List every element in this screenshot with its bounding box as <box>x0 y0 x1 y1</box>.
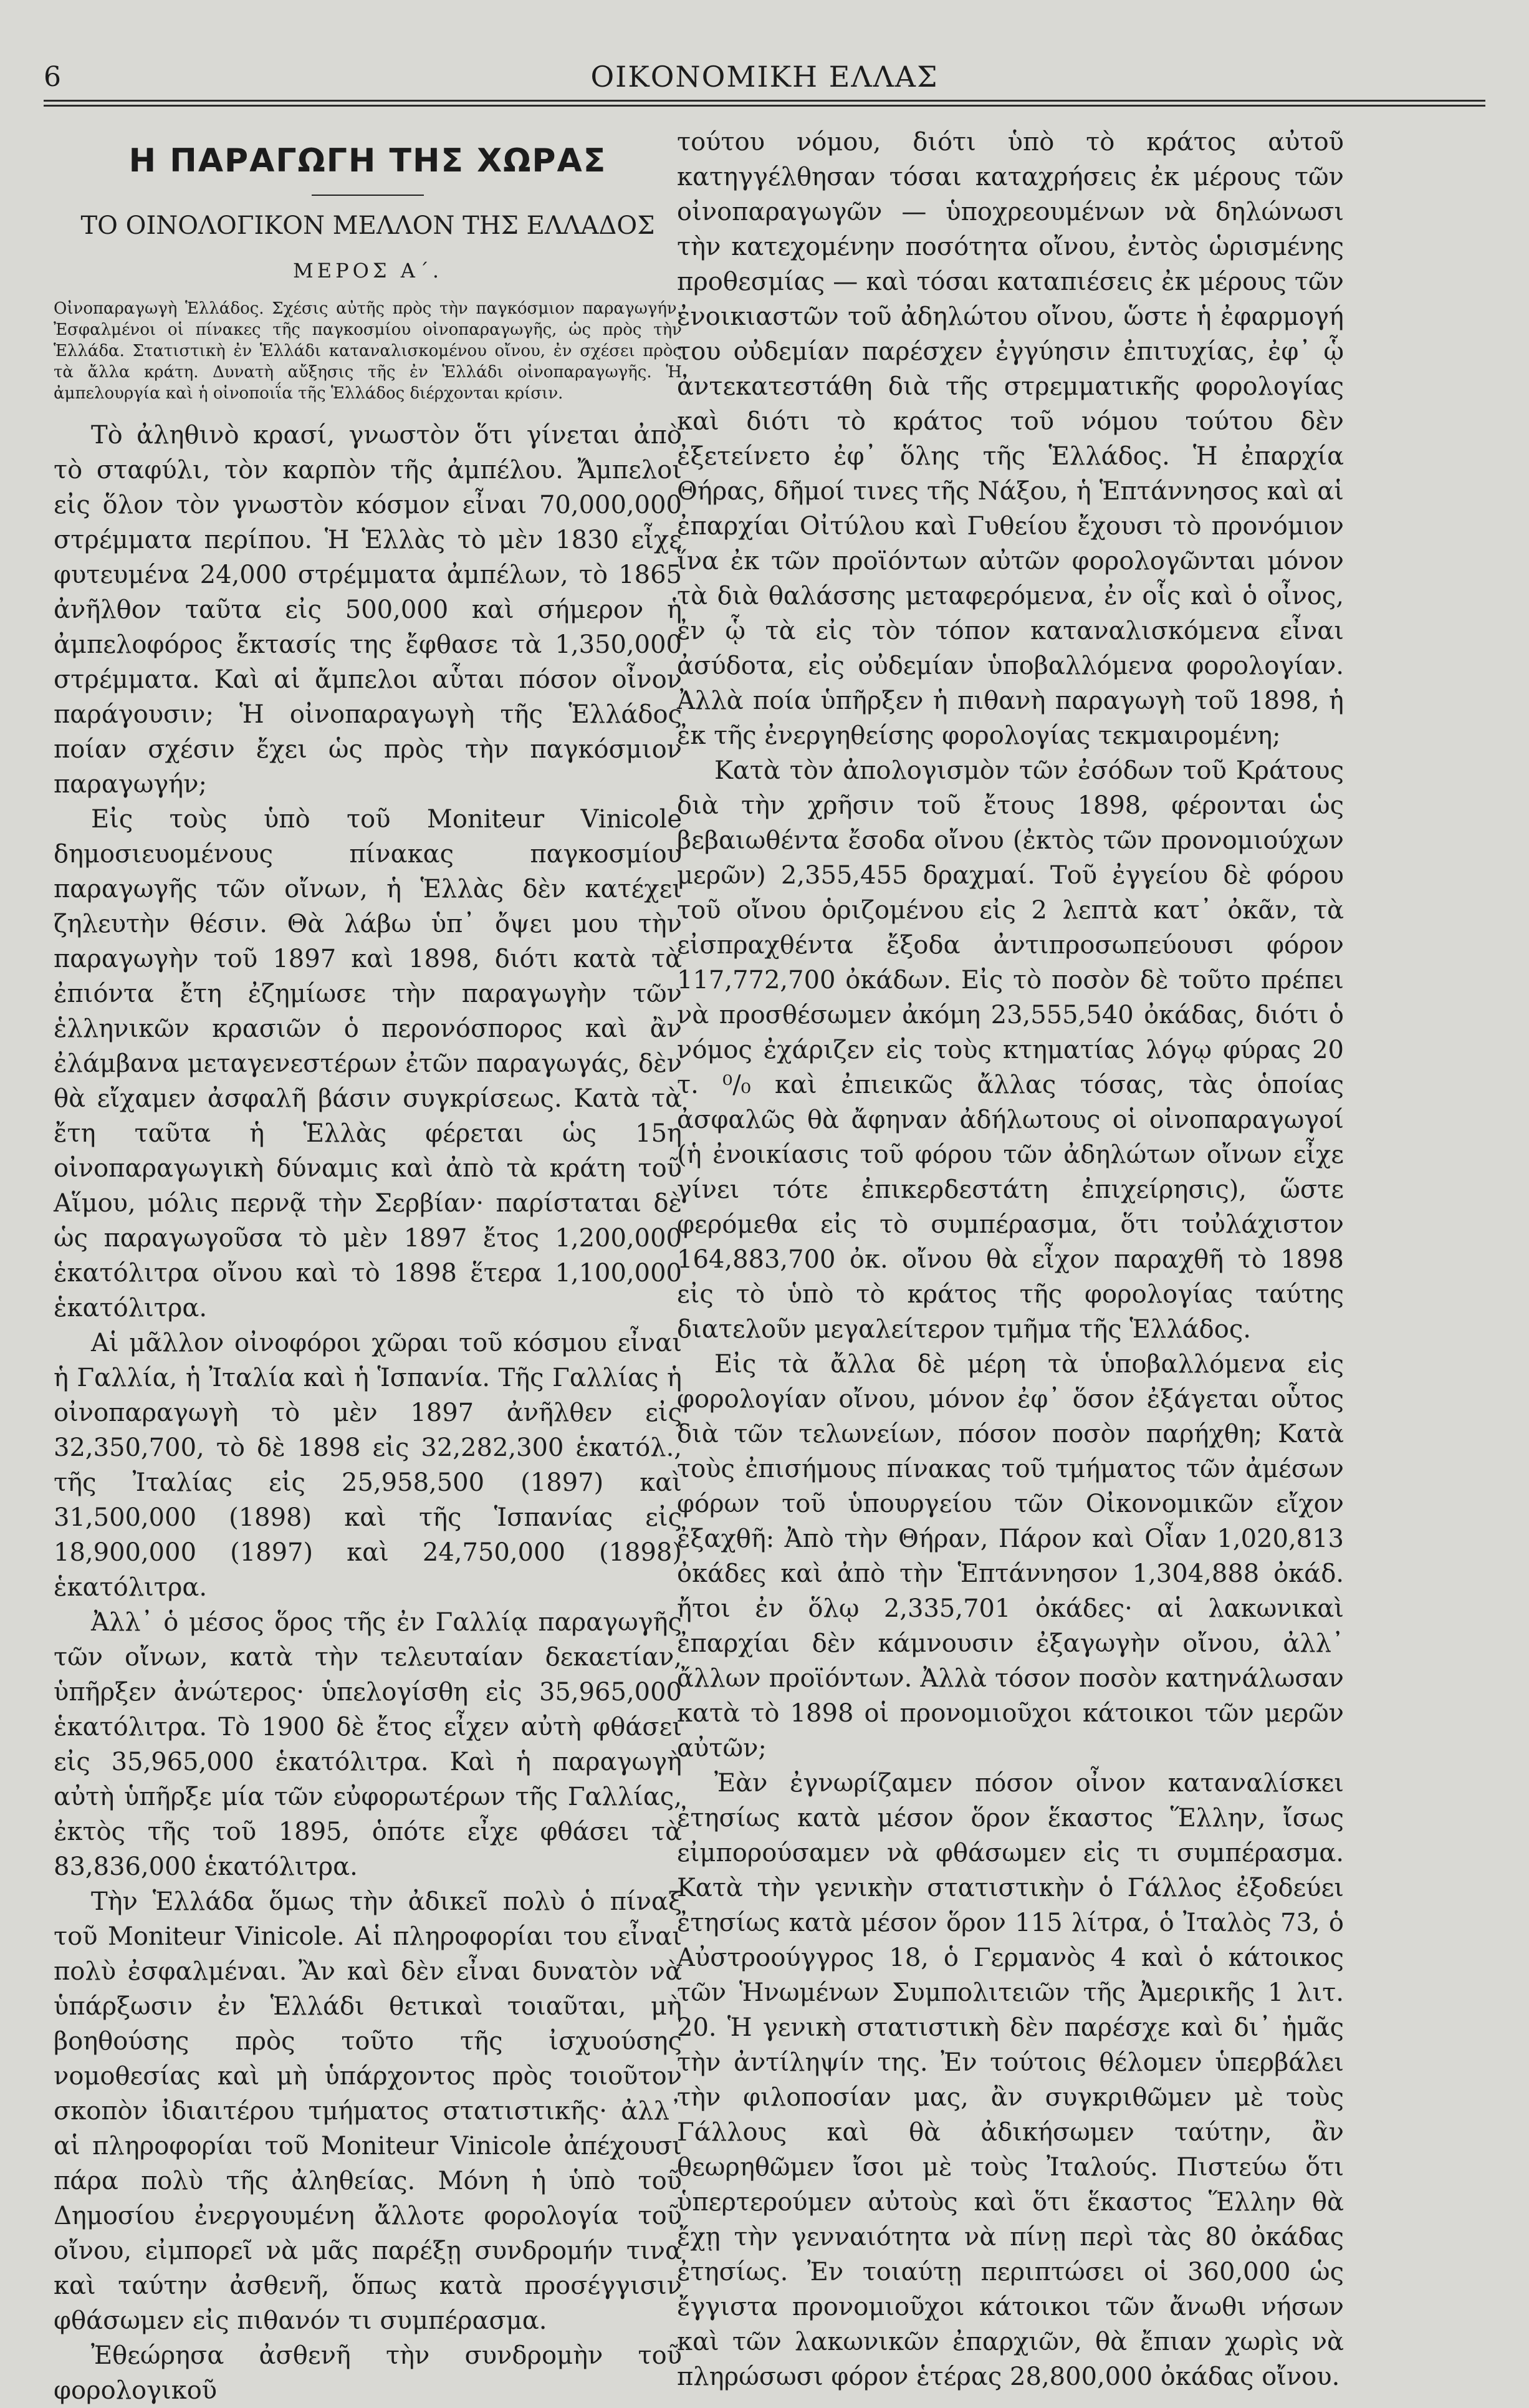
header-rule-top <box>44 100 1485 102</box>
article-title: Η ΠΑΡΑΓΩΓΗ ΤΗΣ ΧΩΡΑΣ <box>128 142 607 180</box>
paragraph: Τὴν Ἑλλάδα ὅμως τὴν ἀδικεῖ πολὺ ὁ πίναξ τοῦ Moniteur Vinicole. Αἱ πληροφορίαι του εἶναι πολὺ ἐσφαλμέναι. Ἂν καὶ δὲν εἶναι δυνατὸν νὰ ὑπάρξωσιν ἐν Ἑλλάδι θετικαὶ τοιαῦται, μὴ βοηθούσης πρὸς τοῦτο τῆς ἰσχυούσης νομοθεσίας καὶ μὴ ὑπάρχοντος πρὸς τοιοῦτον σκοπὸν ἰδιαιτέρου τμήματος στατιστικῆς· ἀλλ᾿ αἱ πληροφορίαι τοῦ Moniteur Vinicole ἀπέχουσι πάρα πολὺ τῆς ἀληθείας. Μόνη ἡ ὑπὸ τοῦ Δημοσίου ἐνεργουμένη ἄλλοτε φορολογία τοῦ οἴνου, εἰμπορεῖ νὰ μᾶς παρέξῃ συνδρομήν τινα καὶ ταύτην ἀσθενῆ, ὅπως κατὰ προσέγγισιν φθάσωμεν εἰς πιθανόν τι συμπέρασμα. <box>54 1887 682 2335</box>
article-summary: Οἰνοπαραγωγὴ Ἑλλάδος. Σχέσις αὐτῆς πρὸς τὴν παγκόσμιον παραγωγήν. Ἐσφαλμένοι οἱ πίνακες τῆς παγκοσμίου οἰνοπαραγωγῆς, ὡς πρὸς τὴν Ἑλλάδα. Στατιστικὴ ἐν Ἑλλάδι καταναλισκομένου οἴνου, ἐν σχέσει πρὸς τὰ ἄλλα κράτη. Δυνατὴ αὔξησις τῆς ἐν Ἑλλάδι οἰνοπαραγωγῆς. Ἡ ἀμπελουργία καὶ ἡ οἰνοποιΐα τῆς Ἑλλάδος διέρχονται κρίσιν. <box>54 299 682 403</box>
paragraph: Ἐθεώρησα ἀσθενῆ τὴν συνδρομὴν τοῦ φορολογικοῦ <box>54 2341 682 2405</box>
title-rule <box>312 195 424 196</box>
paragraph: Κατὰ τὸν ἀπολογισμὸν τῶν ἐσόδων τοῦ Κράτους διὰ τὴν χρῆσιν τοῦ ἔτους 1898, φέρονται ὡς βεβαιωθέντα ἔσοδα οἴνου (ἐκτὸς τῶν προνομιούχων μερῶν) 2,355,455 δραχμαί. Τοῦ ἐγγείου δὲ φόρου τοῦ οἴνου ὁριζομένου εἰς 2 λεπτὰ κατ᾿ ὀκᾶν, τὰ εἰσπραχθέντα ἔξοδα ἀντιπροσωπεύουσι φόρον 117,772,700 ὀκάδων. Εἰς τὸ ποσὸν δὲ τοῦτο πρέπει νὰ προσθέσωμεν ἀκόμη 23,555,540 ὀκάδας, διότι ὁ νόμος ἐχάριζεν εἰς τοὺς κτηματίας λόγῳ φύρας 20 τ. ⁰/₀ καὶ ἐπιεικῶς ἄλλας τόσας, τὰς ὁποίας ἀσφαλῶς θὰ ἄφηναν ἀδήλωτους οἱ οἰνοπαραγωγοί (ἡ ἐνοικίασις τοῦ φόρου τῶν ἀδηλώτων οἴνων εἶχε γίνει τότε ἐπικερδεστάτη ἐπιχείρησις), ὥστε φερόμεθα εἰς τὸ συμπέρασμα, ὅτι τοὐλάχιστον 164,883,700 ὀκ. οἴνου θὰ εἶχον παραχθῆ τὸ 1898 εἰς τὸ ὑπὸ τὸ κράτος τῆς φορολογίας ταύτης διατελοῦν μεγαλείτερον τμῆμα τῆς Ἑλλάδος. <box>677 756 1344 1344</box>
paragraph: Αἱ μᾶλλον οἰνοφόροι χῶραι τοῦ κόσμου εἶναι ἡ Γαλλία, ἡ Ἰταλία καὶ ἡ Ἱσπανία. Τῆς Γαλλίας ἡ οἰνοπαραγωγὴ τὸ μὲν 1897 ἀνῆλθεν εἰς 32,350,700, τὸ δὲ 1898 εἰς 32,282,300 ἑκατόλ., τῆς Ἰταλίας εἰς 25,958,500 (1897) καὶ 31,500,000 (1898) καὶ τῆς Ἱσπανίας εἰς 18,900,000 (1897) καὶ 24,750,000 (1898) ἑκατόλιτρα. <box>54 1329 682 1602</box>
paragraph: Ἐὰν ἐγνωρίζαμεν πόσον οἶνον καταναλίσκει ἐτησίως κατὰ μέσον ὅρον ἕκαστος Ἕλλην, ἴσως εἰμπορούσαμεν νὰ φθάσωμεν εἰς τι συμπέρασμα. Κατὰ τὴν γενικὴν στατιστικὴν ὁ Γάλλος ἐξοδεύει ἐτησίως κατὰ μέσον ὅρον 115 λίτρα, ὁ Ἰταλὸς 73, ὁ Αὐστροούγγρος 18, ὁ Γερμανὸς 4 καὶ ὁ κάτοικος τῶν Ἡνωμένων Συμπολιτειῶν τῆς Ἀμερικῆς 1 λιτ. 20. Ἡ γενικὴ στατιστικὴ δὲν παρέσχε καὶ δι᾿ ἡμᾶς τὴν ἀντίληψίν της. Ἐν τούτοις θέλομεν ὑπερβάλει τὴν φιλοποσίαν μας, ἂν συγκριθῶμεν μὲ τοὺς Γάλλους καὶ θὰ ἀδικήσωμεν ταύτην, ἂν θεωρηθῶμεν ἴσοι μὲ τοὺς Ἰταλούς. Πιστεύω ὅτι ὑπερτερούμεν αὐτοὺς καὶ ὅτι ἕκαστος Ἕλλην θὰ ἔχῃ τὴν γενναιότητα νὰ πίνῃ περὶ τὰς 80 ὀκάδας ἐτησίως. Ἐν τοιαύτῃ περιπτώσει οἱ 360,000 ὡς ἔγγιστα προνομιοῦχοι κάτοικοι τῶν ἄνωθι νήσων καὶ τῶν λακωνικῶν ἐπαρχιῶν, θὰ ἔπιαν χωρὶς νὰ πληρώσωσι φόρον ἑτέρας 28,800,000 ὀκάδας οἴνου. <box>677 1769 1344 2391</box>
article-part: ΜΕΡΟΣ Α΄. <box>293 259 443 282</box>
right-column <box>677 125 1344 2391</box>
paragraph: τούτου νόμου, διότι ὑπὸ τὸ κράτος αὐτοῦ κατηγγέλθησαν τόσαι καταχρήσεις ἐκ μέρους τῶν οἰνοπαραγωγῶν — ὑποχρεουμένων νὰ δηλώνωσι τὴν κατεχομένην ποσότητα οἴνου, ἐντὸς ὡρισμένης προθεσμίας — καὶ τόσαι καταπιέσεις ἐκ μέρους τῶν ἐνοικιαστῶν τοῦ ἀδηλώτου οἴνου, ὥστε ἡ ἐφαρμογή του οὐδεμίαν παρέσχεν ἐγγύησιν ἐπιτυχίας, ἐφ᾿ ᾧ ἀντεκατεστάθη διὰ τῆς στρεμματικῆς φορολογίας καὶ διότι τὸ κράτος τοῦ νόμου τούτου δὲν ἐξετείνετο ἐφ᾿ ὅλης τῆς Ἑλλάδος. Ἡ ἐπαρχία Θήρας, δῆμοί τινες τῆς Νάξου, ἡ Ἑπτάννησος καὶ αἱ ἐπαρχίαι Οἰτύλου καὶ Γυθείου ἔχουσι τὸ προνόμιον ἵνα ἐκ τῶν προϊόντων αὐτῶν φορολογῶνται μόνον τὰ διὰ θαλάσσης μεταφερόμενα, ἐν οἷς καὶ ὁ οἶνος, ἐν ᾧ τὰ εἰς τὸν τόπον καταναλισκόμενα εἶναι ἀσύδοτα, εἰς οὐδεμίαν ὑποβαλλόμενα φορολογίαν. Ἀλλὰ ποία ὑπῆρξεν ἡ πιθανὴ παραγωγὴ τοῦ 1898, ἡ ἐκ τῆς ἐνεργηθείσης φορολογίας τεκμαιρομένη; <box>677 128 1344 750</box>
paragraph: Τὸ ἀληθινὸ κρασί, γνωστὸν ὅτι γίνεται ἀπὸ τὸ σταφύλι, τὸν καρπὸν τῆς ἀμπέλου. Ἄμπελοι εἰς ὅλον τὸν γνωστὸν κόσμον εἶναι 70,000,000 στρέμματα περίπου. Ἡ Ἑλλὰς τὸ μὲν 1830 εἶχε φυτευμένα 24,000 στρέμματα ἀμπέλων, τὸ 1865 ἀνῆλθον ταῦτα εἰς 500,000 καὶ σήμερον ἡ ἀμπελοφόρος ἔκτασίς της ἔφθασε τὰ 1,350,000 στρέμματα. Καὶ αἱ ἄμπελοι αὗται πόσον οἶνον παράγουσιν; Ἡ οἰνοπαραγωγὴ τῆς Ἑλλάδος ποίαν σχέσιν ἔχει ὡς πρὸς τὴν παγκόσμιον παραγωγήν; <box>54 421 682 799</box>
running-title: ΟΙΚΟΝΟΜΙΚΗ ΕΛΛΑΣ <box>590 60 939 94</box>
paragraph: Ἀλλ᾿ ὁ μέσος ὅρος τῆς ἐν Γαλλίᾳ παραγωγῆς τῶν οἴνων, κατὰ τὴν τελευταίαν δεκαετίαν, ὑπῆρξεν ἀνώτερος· ὑπελογίσθη εἰς 35,965,000 ἑκατόλιτρα. Τὸ 1900 δὲ ἔτος εἶχεν αὐτὴ φθάσει εἰς 35,965,000 ἑκατόλιτρα. Καὶ ἡ παραγωγὴ αὐτὴ ὑπῆρξε μία τῶν εὐφορωτέρων τῆς Γαλλίας, ἐκτὸς τῆς τοῦ 1895, ὁπότε εἶχε φθάσει τὰ 83,836,000 ἑκατόλιτρα. <box>54 1608 682 1881</box>
paragraph: Εἰς τοὺς ὑπὸ τοῦ Moniteur Vinicole δημοσιευομένους πίνακας παγκοσμίου παραγωγῆς τῶν οἴνων, ἡ Ἑλλὰς δὲν κατέχει ζηλευτὴν θέσιν. Θὰ λάβω ὑπ᾿ ὄψει μου τὴν παραγωγὴν τοῦ 1897 καὶ 1898, διότι κατὰ τὰ ἐπιόντα ἔτη ἐζημίωσε τὴν παραγωγὴν τῶν ἑλληνικῶν κρασιῶν ὁ περονόσπορος καὶ ἂν ἐλάμβανα μεταγενεστέρων ἐτῶν παραγωγάς, δὲν θὰ εἴχαμεν ἀσφαλῆ βάσιν συγκρίσεως. Κατὰ τὰ ἔτη ταῦτα ἡ Ἑλλὰς φέρεται ὡς 15η οἰνοπαραγωγικὴ δύναμις καὶ ἀπὸ τὰ κράτη τοῦ Αἵμου, μόλις περνᾷ τὴν Σερβίαν· παρίσταται δὲ ὡς παραγωγοῦσα τὸ μὲν 1897 ἔτος 1,200,000 ἑκατόλιτρα οἴνου καὶ τὸ 1898 ἕτερα 1,100,000 ἑκατόλιτρα. <box>54 805 682 1322</box>
article-subtitle: ΤΟ ΟΙΝΟΛΟΓΙΚΟΝ ΜΕΛΛΟΝ ΤΗΣ ΕΛΛΑΔΟΣ <box>80 211 655 240</box>
page-number: 6 <box>44 61 61 93</box>
left-column <box>54 125 682 2405</box>
paragraph: Εἰς τὰ ἄλλα δὲ μέρη τὰ ὑποβαλλόμενα εἰς φορολογίαν οἴνου, μόνον ἐφ᾿ ὅσον ἐξάγεται οὗτος διὰ τῶν τελωνείων, πόσον ποσὸν παρήχθη; Κατὰ τοὺς ἐπισήμους πίνακας τοῦ τμήματος τῶν ἀμέσων φόρων τοῦ ὑπουργείου τῶν Οἰκονομικῶν εἴχον ἐξαχθῆ: Ἀπὸ τὴν Θήραν, Πάρον καὶ Οἶαν 1,020,813 ὀκάδες καὶ ἀπὸ τὴν Ἑπτάννησον 1,304,888 ὀκάδ. ἤτοι ἐν ὅλῳ 2,335,701 ὀκάδες· αἱ λακωνικαὶ ἐπαρχίαι δὲν κάμνουσιν ἐξαγωγὴν οἴνου, ἀλλ᾿ ἄλλων προϊόντων. Ἀλλὰ τόσον ποσὸν κατηνάλωσαν κατὰ τὸ 1898 οἱ προνομιοῦχοι κάτοικοι τῶν μερῶν αὐτῶν; <box>677 1350 1344 1763</box>
header-rule-bottom <box>44 105 1485 107</box>
